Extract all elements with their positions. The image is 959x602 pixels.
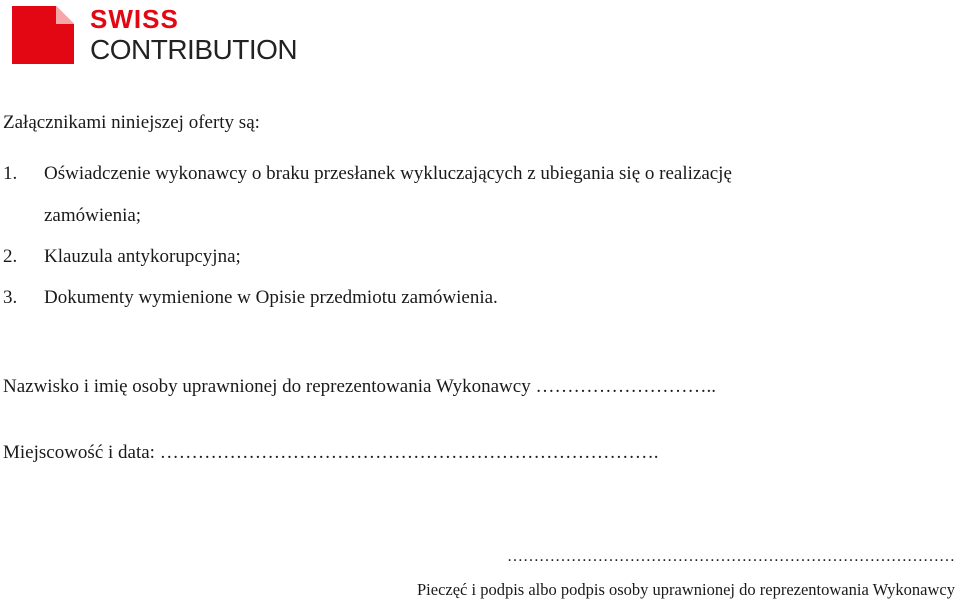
attachment-text: Oświadczenie wykonawcy o braku przesłanek wykluczających z ubiegania się o realizację: [44, 163, 732, 184]
logo-fold-icon: [12, 6, 74, 64]
signature-caption: Pieczęć i podpis albo podpis osoby uprawnionej do reprezentowania Wykonawcy: [416, 580, 955, 599]
attachment-number: 1.: [3, 163, 18, 184]
attachment-text: Klauzula antykorupcyjna;: [44, 246, 241, 267]
attachment-number: 2.: [3, 246, 18, 267]
attachment-text: Dokumenty wymienione w Opisie przedmiotu zamówienia.: [44, 287, 498, 308]
attachments-heading: Załącznikami niniejszej oferty są:: [3, 112, 260, 133]
signature-dots: …………………………………………………………………………: [507, 548, 955, 565]
logo-word-contribution: CONTRIBUTION: [90, 34, 298, 65]
attachment-number: 3.: [3, 287, 18, 308]
attachment-item-2: [3, 247, 241, 266]
attachment-item-1-continuation: zamówienia;: [44, 205, 142, 226]
attachment-item-3: [3, 288, 498, 307]
place-date-field: [3, 443, 658, 462]
logo-word-swiss: SWISS: [90, 4, 179, 34]
place-date-label: Miejscowość i data:: [3, 442, 155, 463]
attachment-item-1: [3, 164, 732, 183]
swiss-contribution-logo: [12, 6, 332, 68]
place-date-dots: …………………………………………………………………….: [154, 442, 659, 463]
representative-label: Nazwisko i imię osoby uprawnionej do reprezentowania Wykonawcy: [3, 376, 531, 397]
representative-field: [3, 377, 716, 396]
representative-dots: ………………………..: [530, 376, 716, 397]
